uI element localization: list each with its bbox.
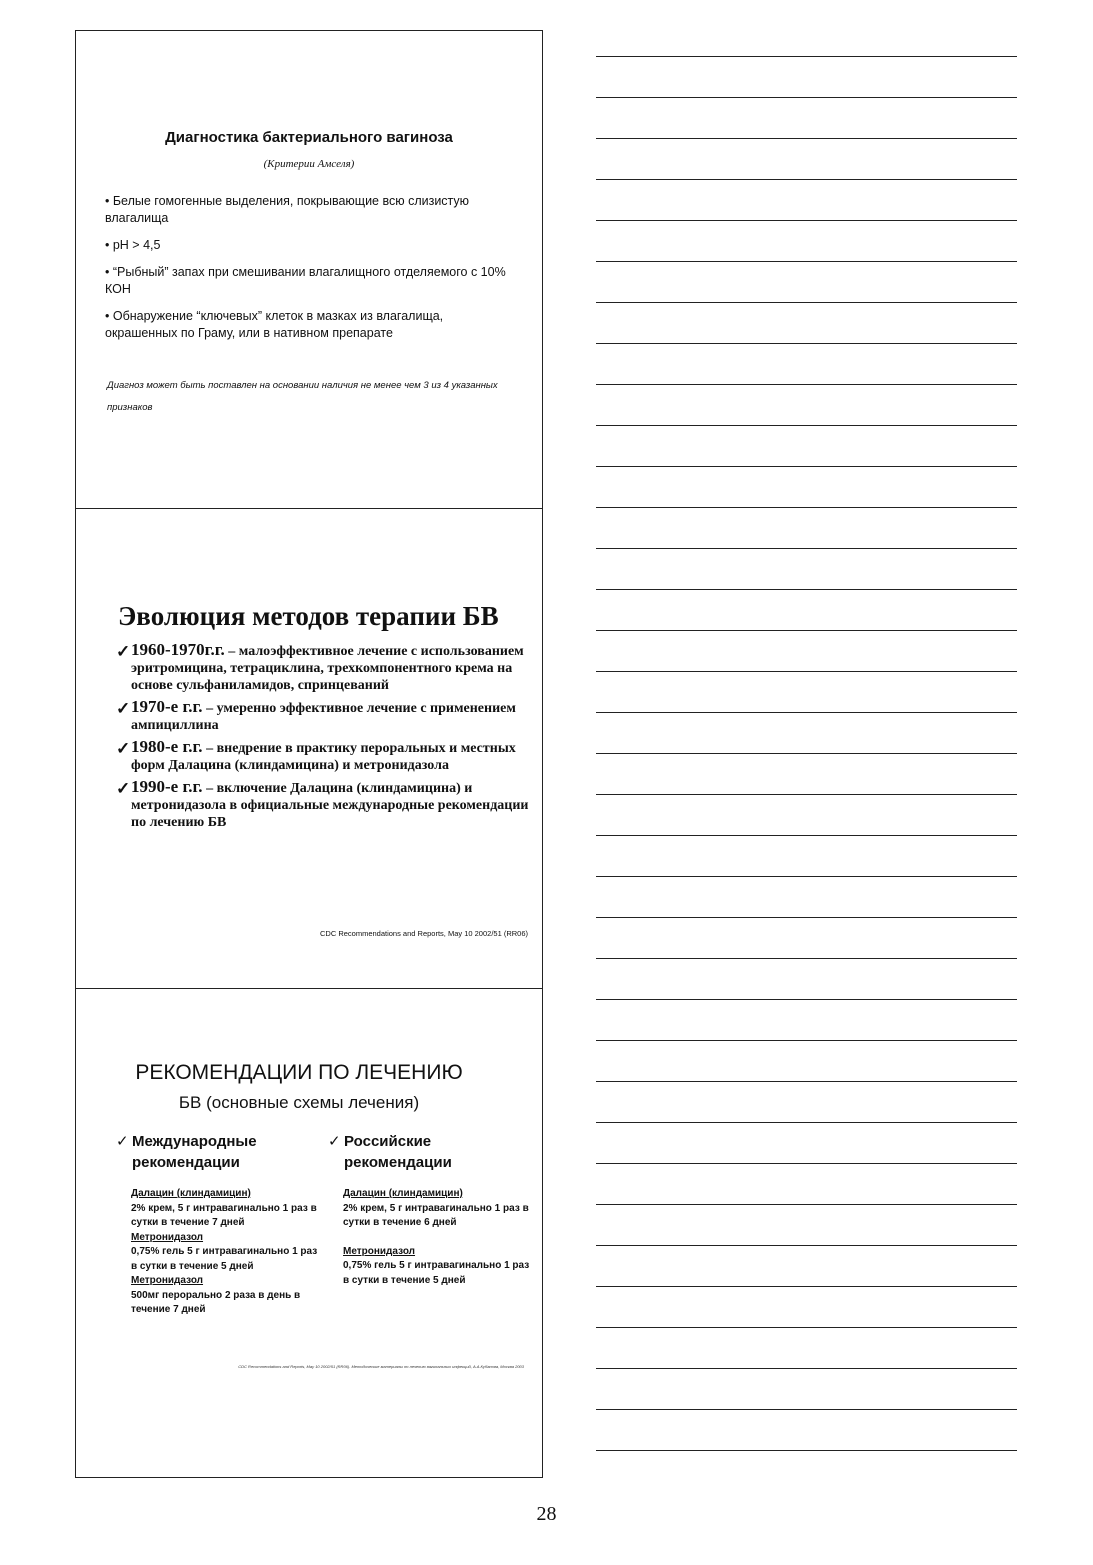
drug-name: Метронидазол — [131, 1231, 204, 1243]
period-label: 1990-е г.г. — [131, 777, 203, 796]
note-line — [596, 179, 1017, 220]
note-line — [596, 712, 1017, 753]
note-line — [596, 1286, 1017, 1327]
slide1-note: Диагноз может быть поставлен на основании наличия не менее чем 3 из 4 указанных признаков — [107, 380, 498, 413]
slide2-list — [116, 641, 536, 835]
slide3-fine-print: CDC Recommendations and Reports, May 10 2002/51 (RR06). Методические материалы по лечению вагинальных инфекций, А.А.Кубанова, Москва 2003 — [238, 1364, 524, 1369]
drug-dosage: 500мг перорально 2 раза в день в течение 7 дней — [131, 1289, 301, 1315]
column-body — [116, 1187, 326, 1318]
note-line — [596, 630, 1017, 671]
note-line — [596, 1163, 1017, 1204]
note-line — [596, 589, 1017, 630]
slide-diagnostics — [76, 31, 542, 509]
drug-name: Метронидазол — [131, 1275, 204, 1286]
note-line — [596, 1450, 1017, 1491]
column-body — [328, 1187, 538, 1288]
note-line — [596, 466, 1017, 507]
check-icon: ✓ — [116, 699, 131, 718]
note-line — [596, 220, 1017, 261]
note-line — [596, 794, 1017, 835]
note-line — [596, 999, 1017, 1040]
period-label: 1960-1970г.г. — [131, 640, 225, 659]
drug-dosage: 0,75% гель 5 г интравагинально 1 раз в сутки в течение 5 дней — [343, 1260, 530, 1286]
slide1-bullet-list — [105, 193, 515, 352]
note-line — [596, 1081, 1017, 1122]
note-line — [596, 302, 1017, 343]
slide2-title: Эволюция методов терапии БВ — [118, 601, 499, 631]
bullet-item: • “Рыбный” запах при смешивании влагалищного отделяемого с 10% КОН — [105, 265, 506, 296]
note-line — [596, 1327, 1017, 1368]
check-icon: ✓ — [116, 739, 131, 758]
note-line — [596, 343, 1017, 384]
note-line — [596, 548, 1017, 589]
list-item — [116, 778, 536, 831]
check-icon: ✓ — [116, 642, 131, 661]
column-heading-text: Международные рекомендации — [132, 1133, 257, 1171]
slide2-source: CDC Recommendations and Reports, May 10 2002/51 (RR06) — [319, 929, 528, 938]
list-item — [116, 698, 536, 734]
russian-column — [328, 1131, 538, 1288]
drug-dosage: 0,75% гель 5 г интравагинально 1 раз в сутки в течение 5 дней — [131, 1246, 318, 1272]
note-line — [596, 507, 1017, 548]
bullet-item: • Белые гомогенные выделения, покрывающие всю слизистую влагалища — [105, 194, 470, 225]
bullet-item: • pH > 4,5 — [105, 238, 161, 252]
note-line — [596, 384, 1017, 425]
note-line — [596, 1204, 1017, 1245]
period-text: – внедрение в практику пероральных и местных форм Далацина (клиндамицина) и метронидазола — [131, 741, 516, 773]
slide1-subtitle: (Критерии Амселя) — [263, 158, 355, 170]
notes-lines — [596, 56, 1017, 1491]
note-line — [596, 835, 1017, 876]
period-text: – умеренно эффективное лечение с применением ампициллина — [131, 701, 516, 733]
note-line — [596, 261, 1017, 302]
list-item — [116, 641, 536, 694]
slides-column — [75, 30, 543, 1478]
note-line — [596, 1040, 1017, 1081]
note-line — [596, 1245, 1017, 1286]
drug-dosage: 2% крем, 5 г интравагинально 1 раз в сутки в течение 7 дней — [131, 1202, 317, 1228]
note-line — [596, 1122, 1017, 1163]
period-text: – малоэффективное лечение с использованием эритромицина, тетрациклина, трехкомпонентного крема на основе сульфаниламидов, спринцеваний — [131, 644, 524, 693]
note-line — [596, 1409, 1017, 1450]
note-line — [596, 425, 1017, 466]
period-label: 1970-е г.г. — [131, 697, 203, 716]
check-icon: ✓ — [116, 1133, 129, 1150]
column-heading-text: Российские рекомендации — [344, 1133, 452, 1171]
note-line — [596, 753, 1017, 794]
slide-treatment-recommendations — [76, 989, 542, 1477]
note-line — [596, 671, 1017, 712]
note-line — [596, 138, 1017, 179]
drug-name: Далацин (клиндамицин) — [343, 1188, 463, 1199]
note-line — [596, 958, 1017, 999]
column-heading — [328, 1131, 538, 1173]
note-line — [596, 97, 1017, 138]
note-line — [596, 56, 1017, 97]
drug-name: Далацин (клиндамицин) — [131, 1188, 251, 1199]
slide3-title: РЕКОМЕНДАЦИИ ПО ЛЕЧЕНИЮ — [135, 1061, 463, 1084]
bullet-item: • Обнаружение “ключевых” клеток в мазках из влагалища, окрашенных по Граму, или в нативном препарате — [105, 309, 444, 340]
international-column — [116, 1131, 326, 1318]
period-text: – включение Далацина (клиндамицина) и метронидазола в официальные международные рекомендации по лечению БВ — [131, 781, 529, 830]
page-number: 28 — [536, 1503, 557, 1525]
list-item — [116, 738, 536, 774]
slide-therapy-evolution — [76, 509, 542, 989]
check-icon: ✓ — [328, 1133, 341, 1150]
note-line — [596, 917, 1017, 958]
note-line — [596, 1368, 1017, 1409]
drug-dosage: 2% крем, 5 г интравагинально 1 раз в сутки в течение 6 дней — [343, 1202, 529, 1228]
check-icon: ✓ — [116, 779, 131, 798]
drug-name: Метронидазол — [343, 1245, 416, 1257]
note-line — [596, 876, 1017, 917]
slide3-subtitle: БВ (основные схемы лечения) — [178, 1093, 420, 1112]
column-heading — [116, 1131, 326, 1173]
slide1-title: Диагностика бактериального вагиноза — [165, 129, 453, 146]
period-label: 1980-е г.г. — [131, 737, 203, 756]
